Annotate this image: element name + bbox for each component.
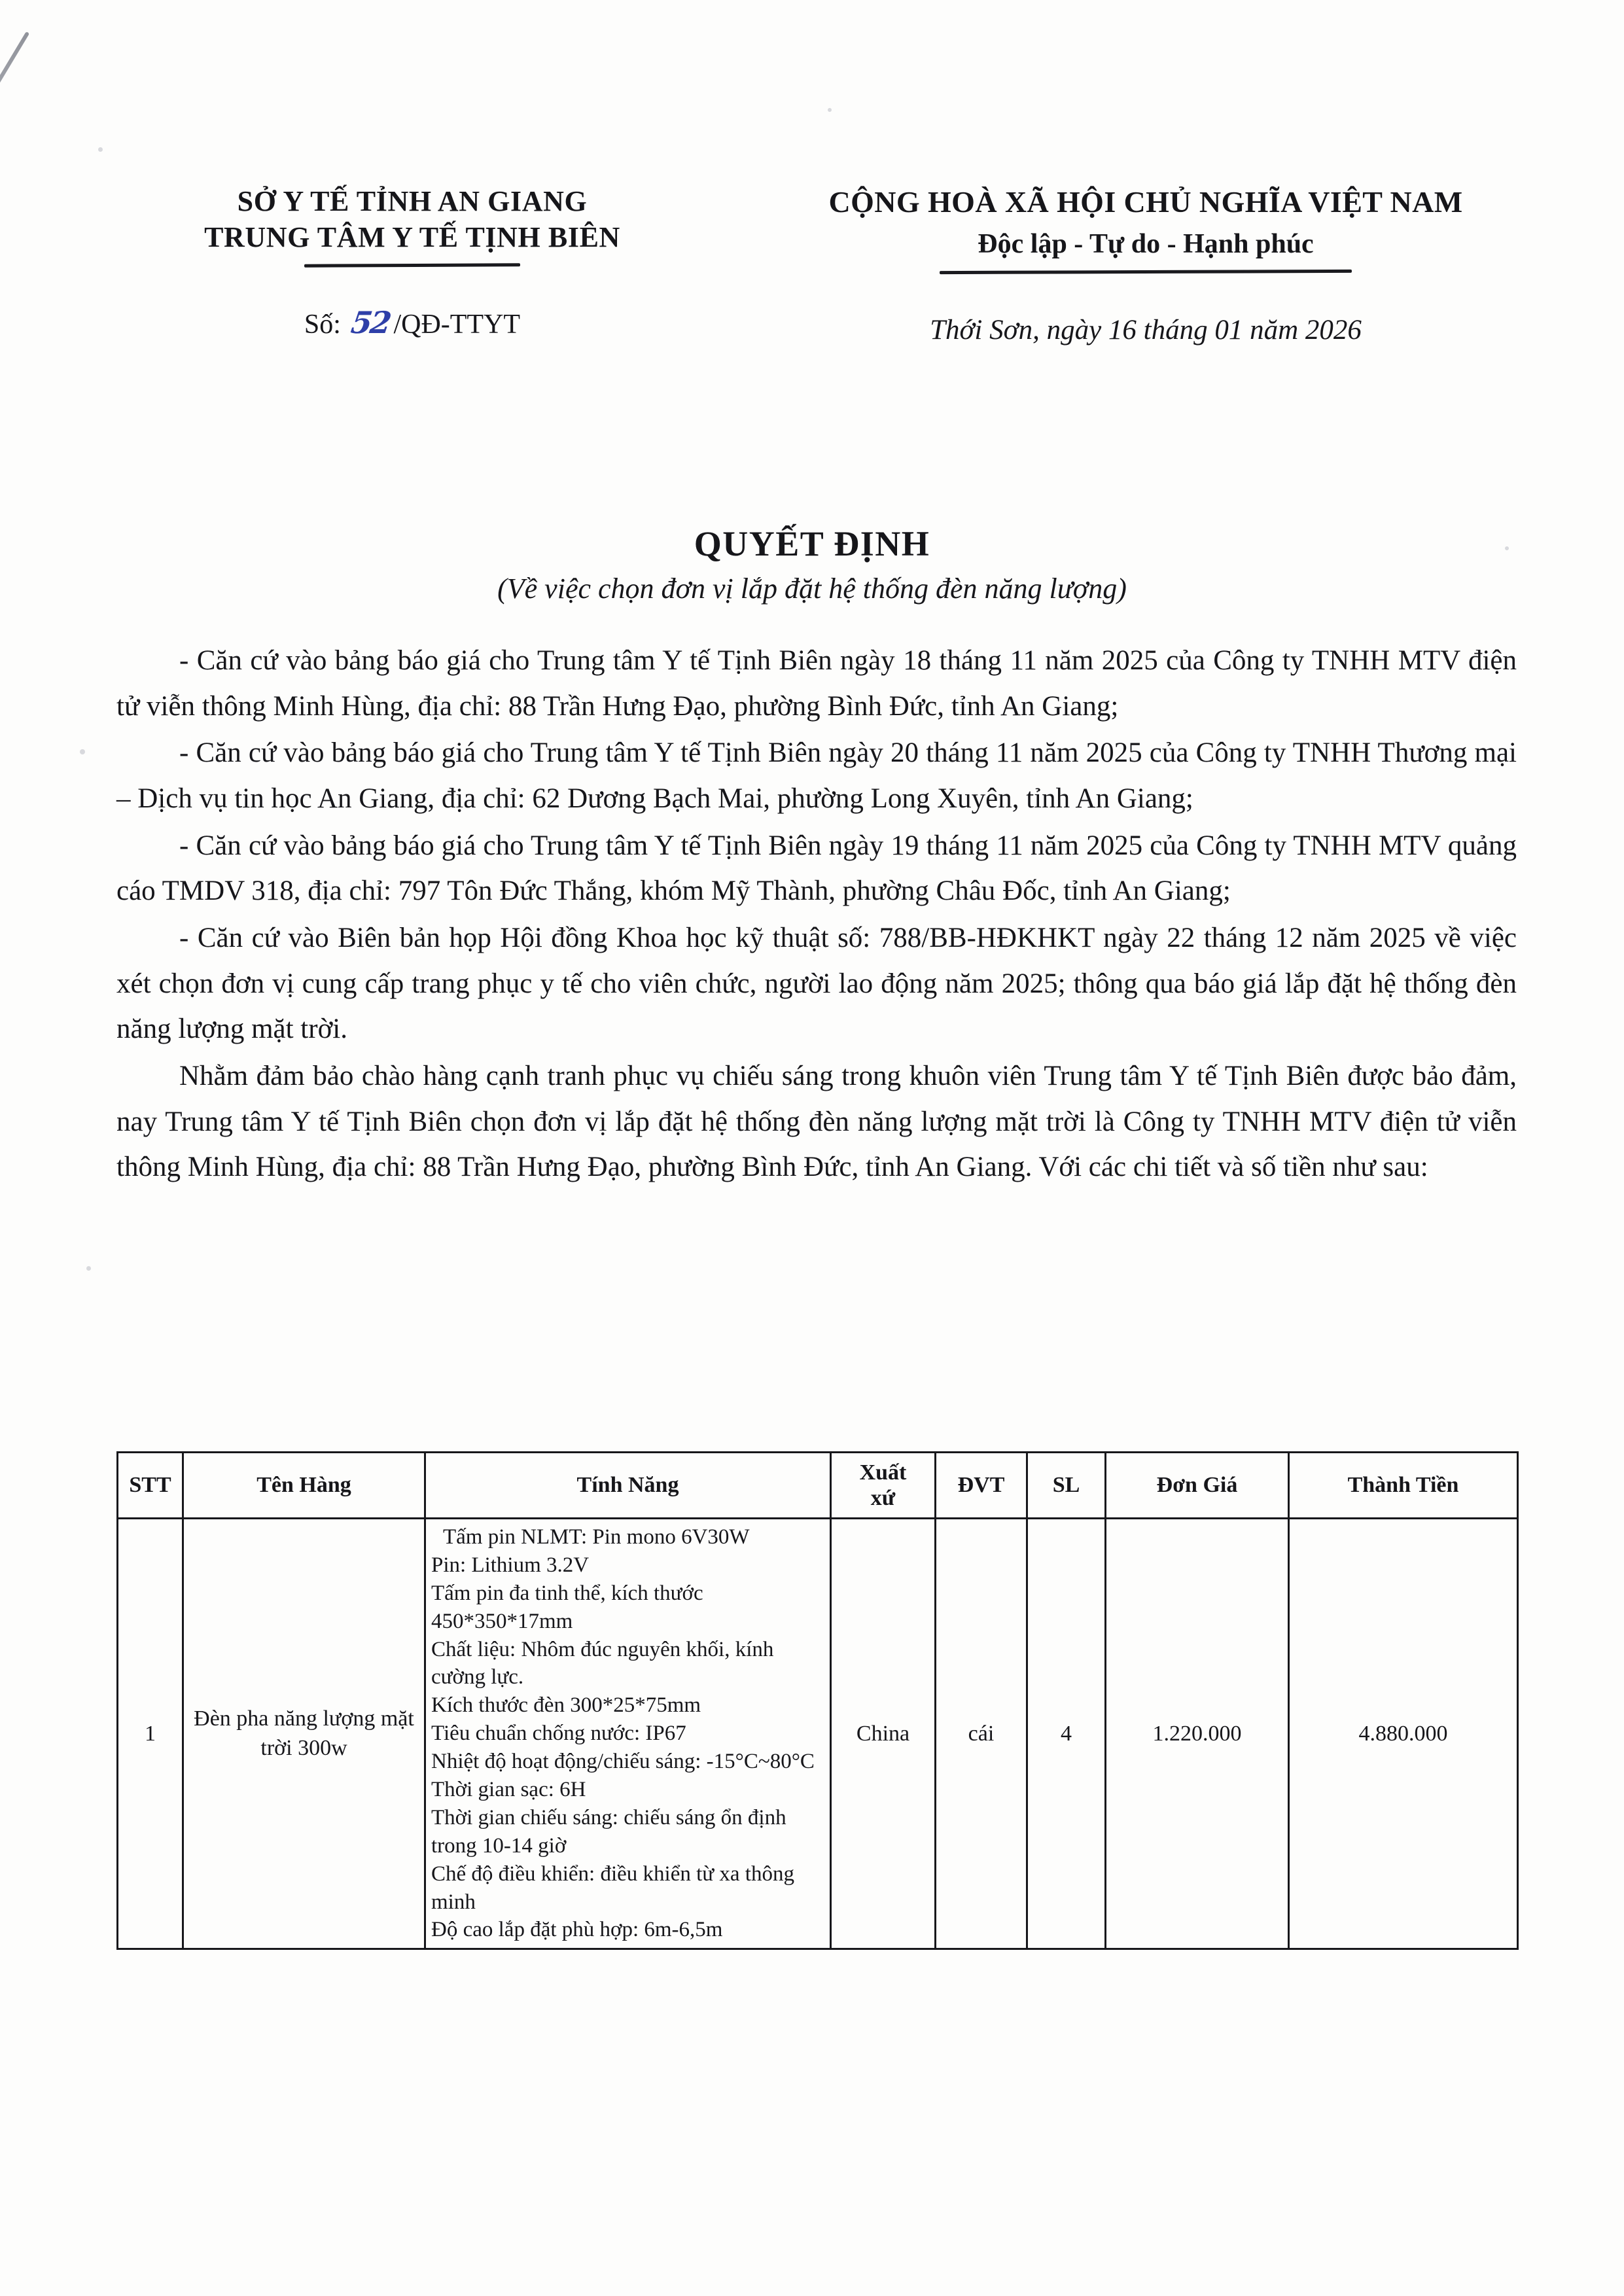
column-header-tinh-nang: Tính Năng <box>425 1453 831 1519</box>
cell-sl: 4 <box>1027 1519 1106 1949</box>
spec-line: Nhiệt độ hoạt động/chiếu sáng: -15°C~80°C <box>431 1750 815 1774</box>
page-subtitle: (Về việc chọn đơn vị lắp đặt hệ thống đèn năng lượng) <box>497 573 1127 605</box>
cell-tinh-nang <box>425 1519 831 1949</box>
title-block <box>0 523 1624 605</box>
column-header-stt: STT <box>118 1453 183 1519</box>
scan-speck <box>86 1266 91 1271</box>
scan-speck <box>828 108 832 112</box>
table-row <box>118 1519 1518 1949</box>
page-title: QUYẾT ĐỊNH <box>694 524 930 563</box>
spec-line: Độ cao lắp đặt phù hợp: 6m-6,5m <box>431 1918 723 1942</box>
cell-xuat-xu: China <box>831 1519 936 1949</box>
document-body <box>116 638 1517 1192</box>
place-and-date: Thới Sơn, ngày 16 tháng 01 năm 2026 <box>930 314 1362 345</box>
column-header-sl: SL <box>1027 1453 1106 1519</box>
department-name: SỞ Y TẾ TỈNH AN GIANG <box>237 185 588 217</box>
spec-line: Tấm pin đa tinh thể, kích thước 450*350*17mm <box>431 1581 703 1633</box>
body-paragraph: Nhằm đảm bảo chào hàng cạnh tranh phục vụ chiếu sáng trong khuôn viên Trung tâm Y tế Tịnh Biên được bảo đảm, nay Trung tâm Y tế Tịnh Biên chọn đơn vị lắp đặt hệ thống đèn năng lượng mặt trời là Công ty TNHH MTV điện tử viễn thông Minh Hùng, địa chỉ: 88 Trần Hưng Đạo, phường Bình Đức, tỉnh An Giang. Với các chi tiết và số tiền như sau: <box>116 1060 1517 1183</box>
scan-speck <box>80 749 85 754</box>
spec-line: Chất liệu: Nhôm đúc nguyên khối, kính cường lực. <box>431 1637 774 1689</box>
cell-stt: 1 <box>118 1519 183 1949</box>
body-paragraph: - Căn cứ vào bảng báo giá cho Trung tâm Y tế Tịnh Biên ngày 20 tháng 11 năm 2025 của Công ty TNHH Thương mại – Dịch vụ tin học An Giang, địa chỉ: 62 Dương Bạch Mai, phường Long Xuyên, tỉnh An Giang; <box>116 737 1517 814</box>
scan-speck <box>98 147 103 152</box>
document-number-label: Số: <box>304 309 341 340</box>
spec-line: Tấm pin NLMT: Pin mono 6V30W <box>443 1525 750 1549</box>
header-divider-right <box>940 269 1352 274</box>
column-header-xuat-xu-line2: xứ <box>870 1486 896 1510</box>
body-paragraph: - Căn cứ vào bảng báo giá cho Trung tâm Y tế Tịnh Biên ngày 19 tháng 11 năm 2025 của Công ty TNHH MTV quảng cáo TMDV 318, địa chỉ: 797 Tôn Đức Thắng, khóm Mỹ Thành, phường Châu Đốc, tỉnh An Giang; <box>116 830 1517 907</box>
country-name: CỘNG HOÀ XÃ HỘI CHỦ NGHĨA VIỆT NAM <box>828 185 1463 219</box>
cell-thanh-tien: 4.880.000 <box>1289 1519 1518 1949</box>
national-heading-block <box>746 183 1624 346</box>
cell-don-gia: 1.220.000 <box>1106 1519 1289 1949</box>
column-header-xuat-xu <box>831 1453 936 1519</box>
spec-line: Tiêu chuẩn chống nước: IP67 <box>431 1722 686 1746</box>
issuing-authority-block <box>79 183 746 346</box>
center-name: TRUNG TÂM Y TẾ TỊNH BIÊN <box>204 221 620 254</box>
spec-line: Thời gian sạc: 6H <box>431 1778 586 1802</box>
scan-artifact-mark <box>0 31 29 140</box>
column-header-dvt: ĐVT <box>936 1453 1027 1519</box>
items-table-wrapper <box>116 1451 1517 1950</box>
column-header-don-gia: Đơn Giá <box>1106 1453 1289 1519</box>
spec-line: Pin: Lithium 3.2V <box>431 1553 590 1577</box>
national-motto: Độc lập - Tự do - Hạnh phúc <box>978 228 1314 259</box>
body-paragraph: - Căn cứ vào Biên bản họp Hội đồng Khoa học kỹ thuật số: 788/BB-HĐKHKT ngày 22 tháng 12 năm 2025 về việc xét chọn đơn vị cung cấp trang phục y tế cho viên chức, người lao động năm 2025; thông qua báo giá lắp đặt hệ thống đèn năng lượng mặt trời. <box>116 922 1517 1045</box>
table-header-row <box>118 1453 1518 1519</box>
document-number-line <box>79 305 746 340</box>
items-table <box>116 1451 1519 1950</box>
cell-dvt: cái <box>936 1519 1027 1949</box>
document-number-suffix: /QĐ-TTYT <box>393 309 521 340</box>
document-header <box>0 183 1624 346</box>
header-divider-left <box>304 263 520 267</box>
body-paragraph: - Căn cứ vào bảng báo giá cho Trung tâm Y tế Tịnh Biên ngày 18 tháng 11 năm 2025 của Công ty TNHH MTV điện tử viễn thông Minh Hùng, địa chỉ: 88 Trần Hưng Đạo, phường Bình Đức, tỉnh An Giang; <box>116 645 1517 722</box>
spec-line: Kích thước đèn 300*25*75mm <box>431 1693 701 1718</box>
cell-ten-hang: Đèn pha năng lượng mặt trời 300w <box>183 1519 425 1949</box>
document-number-handwritten: 52 <box>349 304 393 340</box>
column-header-xuat-xu-line1: Xuất <box>859 1460 907 1485</box>
spec-line: Chế độ điều khiển: điều khiển từ xa thông minh <box>431 1862 794 1914</box>
spec-line: Thời gian chiếu sáng: chiếu sáng ổn định trong 10-14 giờ <box>431 1805 786 1858</box>
column-header-ten-hang: Tên Hàng <box>183 1453 425 1519</box>
column-header-thanh-tien: Thành Tiền <box>1289 1453 1518 1519</box>
